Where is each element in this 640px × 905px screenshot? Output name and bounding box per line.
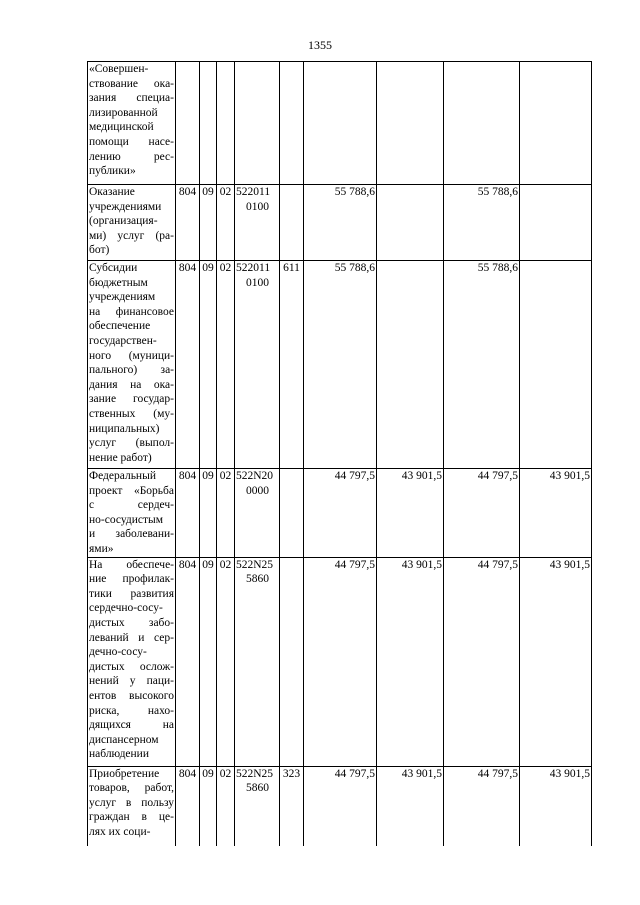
cell-target-article bbox=[235, 62, 280, 185]
cell-expense-type: 611 bbox=[280, 261, 304, 469]
table-row bbox=[88, 62, 592, 185]
page-number: 1355 bbox=[308, 38, 332, 52]
cell-name bbox=[88, 185, 176, 261]
cell-name-line: лению рес- bbox=[89, 150, 174, 163]
cell-ministry bbox=[176, 62, 200, 185]
cell-section: 09 bbox=[200, 261, 217, 469]
cell-name-line: но-сосудистым bbox=[89, 513, 163, 526]
cell-amount-2-federal bbox=[520, 185, 592, 261]
cell-amount-1-federal: 43 901,5 bbox=[377, 469, 444, 558]
cell-name-line: лизированной bbox=[89, 106, 158, 119]
cell-name-line: риска, нахо- bbox=[89, 704, 174, 717]
cell-expense-type bbox=[280, 469, 304, 558]
cell-ministry: 804 bbox=[176, 185, 200, 261]
cell-name-line: зания специа- bbox=[89, 92, 174, 105]
cell-name-line: зание государ- bbox=[89, 393, 174, 406]
cell-name-line: публики» bbox=[89, 165, 136, 178]
cell-ministry: 804 bbox=[176, 766, 200, 846]
cell-amount-2-federal: 43 901,5 bbox=[520, 766, 592, 846]
cell-amount-1: 44 797,5 bbox=[304, 557, 377, 766]
cell-name-line: диспансерном bbox=[89, 733, 159, 746]
cell-name-line: учреждениям bbox=[89, 291, 156, 304]
cell-subsection: 02 bbox=[217, 557, 235, 766]
cell-name-line: (организация- bbox=[89, 215, 158, 228]
cell-amount-2-federal: 43 901,5 bbox=[520, 557, 592, 766]
cell-section: 09 bbox=[200, 185, 217, 261]
cell-name-line: дания на ока- bbox=[89, 378, 174, 391]
table-row bbox=[88, 185, 592, 261]
cell-subsection: 02 bbox=[217, 261, 235, 469]
cell-expense-type: 323 bbox=[280, 766, 304, 846]
cell-name bbox=[88, 62, 176, 185]
cell-name bbox=[88, 469, 176, 558]
cell-name-line: «Совершен- bbox=[89, 63, 149, 75]
cell-target-article bbox=[235, 557, 280, 766]
cell-target-article-line: 0100 bbox=[246, 200, 269, 213]
cell-section bbox=[200, 62, 217, 185]
cell-name-line: ями» bbox=[89, 542, 114, 555]
cell-target-article-line: 5860 bbox=[246, 573, 269, 586]
cell-amount-1-federal: 43 901,5 bbox=[377, 557, 444, 766]
cell-amount-2-federal: 43 901,5 bbox=[520, 469, 592, 558]
cell-ministry: 804 bbox=[176, 557, 200, 766]
cell-name-line: дящихся на bbox=[89, 719, 174, 732]
cell-name-line: тики развития bbox=[89, 587, 174, 600]
cell-amount-1-federal bbox=[377, 261, 444, 469]
cell-name-line: государствен- bbox=[89, 334, 157, 347]
cell-name-line: На обеспече- bbox=[89, 558, 174, 571]
cell-section: 09 bbox=[200, 469, 217, 558]
cell-name-line: ние профилак- bbox=[89, 573, 174, 586]
cell-name-line: леваний и сер- bbox=[89, 631, 174, 644]
cell-name-line: граждан в це- bbox=[89, 811, 174, 824]
cell-name-line: ниципальных) bbox=[89, 422, 160, 435]
cell-name-line: медицинской bbox=[89, 121, 154, 134]
cell-name-line: пального) за- bbox=[89, 364, 174, 377]
cell-target-article-line: 522N25 bbox=[236, 558, 274, 571]
cell-ministry: 804 bbox=[176, 469, 200, 558]
table-row bbox=[88, 261, 592, 469]
cell-target-article-line: 522011 bbox=[236, 186, 271, 198]
cell-expense-type bbox=[280, 557, 304, 766]
cell-name-line: дистых ослож- bbox=[89, 660, 174, 673]
cell-name-line: Приобретение bbox=[89, 767, 160, 780]
cell-name-line: дечно-сосу- bbox=[89, 646, 147, 659]
cell-target-article-line: 522011 bbox=[236, 262, 271, 274]
cell-subsection: 02 bbox=[217, 766, 235, 846]
cell-name-line: ного (муници- bbox=[89, 349, 174, 362]
cell-amount-2: 44 797,5 bbox=[444, 557, 520, 766]
cell-name-line: Субсидии bbox=[89, 262, 138, 274]
cell-name-line: услуг (выпол- bbox=[89, 437, 174, 450]
cell-expense-type bbox=[280, 62, 304, 185]
cell-name bbox=[88, 766, 176, 846]
cell-amount-2: 44 797,5 bbox=[444, 469, 520, 558]
cell-amount-2-federal bbox=[520, 261, 592, 469]
cell-amount-1 bbox=[304, 62, 377, 185]
cell-subsection: 02 bbox=[217, 185, 235, 261]
table-row bbox=[88, 469, 592, 558]
cell-name-line: помощи насе- bbox=[89, 135, 174, 148]
cell-target-article-line: 0100 bbox=[246, 276, 269, 289]
cell-target-article bbox=[235, 261, 280, 469]
cell-name-line: услуг в пользу bbox=[89, 796, 174, 809]
table-row bbox=[88, 766, 592, 846]
cell-amount-2: 55 788,6 bbox=[444, 185, 520, 261]
cell-name bbox=[88, 557, 176, 766]
cell-amount-1-federal bbox=[377, 185, 444, 261]
cell-amount-2: 55 788,6 bbox=[444, 261, 520, 469]
cell-amount-1-federal: 43 901,5 bbox=[377, 766, 444, 846]
table-row bbox=[88, 557, 592, 766]
cell-name-line: сердечно-сосу- bbox=[89, 602, 163, 615]
cell-name-line: дистых забо- bbox=[89, 616, 174, 629]
cell-name-line: ентов высокого bbox=[89, 689, 174, 702]
cell-amount-2-federal bbox=[520, 62, 592, 185]
cell-name-line: бот) bbox=[89, 244, 110, 257]
cell-name-line: бюджетным bbox=[89, 276, 148, 289]
cell-amount-2: 44 797,5 bbox=[444, 766, 520, 846]
cell-name-line: ми) услуг (ра- bbox=[89, 229, 174, 242]
cell-amount-1: 44 797,5 bbox=[304, 469, 377, 558]
budget-table bbox=[87, 61, 592, 846]
cell-name-line: наблюдении bbox=[89, 748, 149, 761]
cell-name-line: на финансовое bbox=[89, 305, 174, 318]
cell-amount-1: 55 788,6 bbox=[304, 185, 377, 261]
cell-name-line: ственных (му- bbox=[89, 407, 174, 420]
cell-name-line: с сердеч- bbox=[89, 499, 174, 512]
cell-subsection: 02 bbox=[217, 469, 235, 558]
cell-name-line: и заболевани- bbox=[89, 528, 174, 541]
cell-target-article-line: 522N25 bbox=[236, 767, 274, 780]
cell-target-article bbox=[235, 766, 280, 846]
cell-target-article bbox=[235, 185, 280, 261]
cell-name-line: Оказание bbox=[89, 186, 135, 198]
cell-target-article-line: 522N20 bbox=[236, 470, 274, 482]
cell-name-line: обеспечение bbox=[89, 320, 151, 333]
cell-name-line: лях их соци- bbox=[89, 825, 151, 838]
cell-expense-type bbox=[280, 185, 304, 261]
cell-name-line: Федеральный bbox=[89, 470, 156, 482]
cell-name-line: нение работ) bbox=[89, 451, 152, 464]
cell-name-line: ствование ока- bbox=[89, 77, 174, 90]
cell-name-line: проект «Борьба bbox=[89, 484, 174, 497]
cell-name-line: товаров, работ, bbox=[89, 782, 174, 795]
cell-name-line: учреждениями bbox=[89, 200, 162, 213]
cell-amount-1-federal bbox=[377, 62, 444, 185]
cell-target-article bbox=[235, 469, 280, 558]
cell-amount-2 bbox=[444, 62, 520, 185]
cell-amount-1: 55 788,6 bbox=[304, 261, 377, 469]
cell-subsection bbox=[217, 62, 235, 185]
cell-section: 09 bbox=[200, 766, 217, 846]
budget-table-body bbox=[88, 62, 592, 847]
cell-target-article-line: 5860 bbox=[246, 782, 269, 795]
cell-amount-1: 44 797,5 bbox=[304, 766, 377, 846]
cell-target-article-line: 0000 bbox=[246, 484, 269, 497]
cell-section: 09 bbox=[200, 557, 217, 766]
cell-name bbox=[88, 261, 176, 469]
cell-name-line: нений у паци- bbox=[89, 675, 174, 688]
cell-ministry: 804 bbox=[176, 261, 200, 469]
